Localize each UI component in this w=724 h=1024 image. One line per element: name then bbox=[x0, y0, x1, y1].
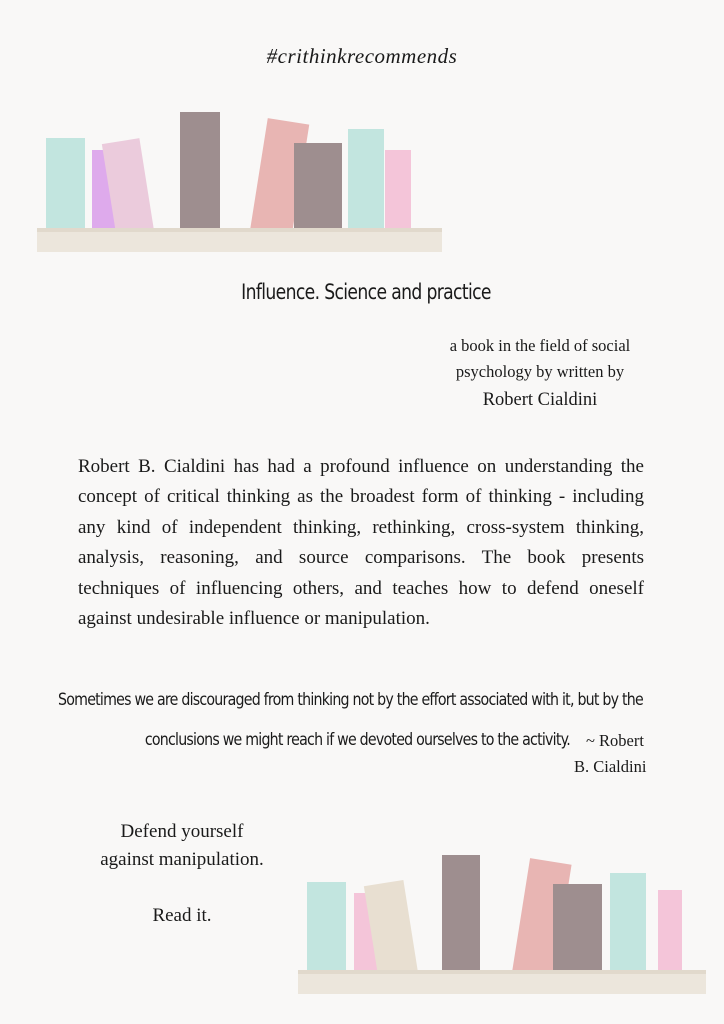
subtitle-line: a book in the field of social bbox=[449, 336, 631, 355]
bottom-bookshelf-illustration bbox=[290, 840, 720, 1000]
cta-line: against manipulation. bbox=[100, 849, 264, 870]
quote-line: Sometimes we are discouraged from thinking not by the effort associated with it, but by the bbox=[58, 690, 643, 709]
quote-text bbox=[58, 680, 660, 760]
cta-read-it: Read it. bbox=[152, 905, 212, 926]
book bbox=[442, 855, 480, 974]
book bbox=[46, 138, 85, 232]
attribution-line: ~ Robert bbox=[586, 731, 644, 750]
book-title: Influence. Science and practice bbox=[241, 280, 491, 304]
book-subtitle bbox=[420, 333, 660, 415]
subtitle-line: psychology by written by bbox=[455, 362, 625, 381]
book bbox=[553, 884, 602, 974]
book bbox=[294, 143, 342, 232]
attribution-line: B. Cialdini bbox=[574, 757, 647, 776]
book bbox=[348, 129, 384, 232]
cta-line: Defend yourself bbox=[120, 821, 244, 842]
shelf-shadow bbox=[298, 970, 706, 974]
book-description: Robert B. Cialdini has had a profound influence on understanding the concept of critical thinking as the broadest form of thinking - including any kind of independent thinking, rethinking, cross-system thinking, analysis, reasoning, and source comparisons. The book presents techniques of influencing others, and teaches how to defend oneself against undesirable influence or manipulation. bbox=[78, 456, 644, 630]
book bbox=[307, 882, 346, 974]
book bbox=[180, 112, 220, 232]
top-bookshelf-illustration bbox=[0, 100, 460, 260]
book bbox=[385, 150, 411, 232]
quote-line: conclusions we might reach if we devoted ourselves to the activity. bbox=[144, 730, 570, 749]
book bbox=[658, 890, 682, 974]
quote-attribution bbox=[574, 728, 674, 780]
book bbox=[610, 873, 646, 974]
cta-spacer bbox=[70, 874, 294, 902]
book-author: Robert Cialdini bbox=[482, 390, 598, 410]
hashtag-heading: #crithinkrecommends bbox=[266, 44, 458, 68]
call-to-action bbox=[70, 818, 294, 930]
shelf-shadow bbox=[37, 228, 442, 232]
